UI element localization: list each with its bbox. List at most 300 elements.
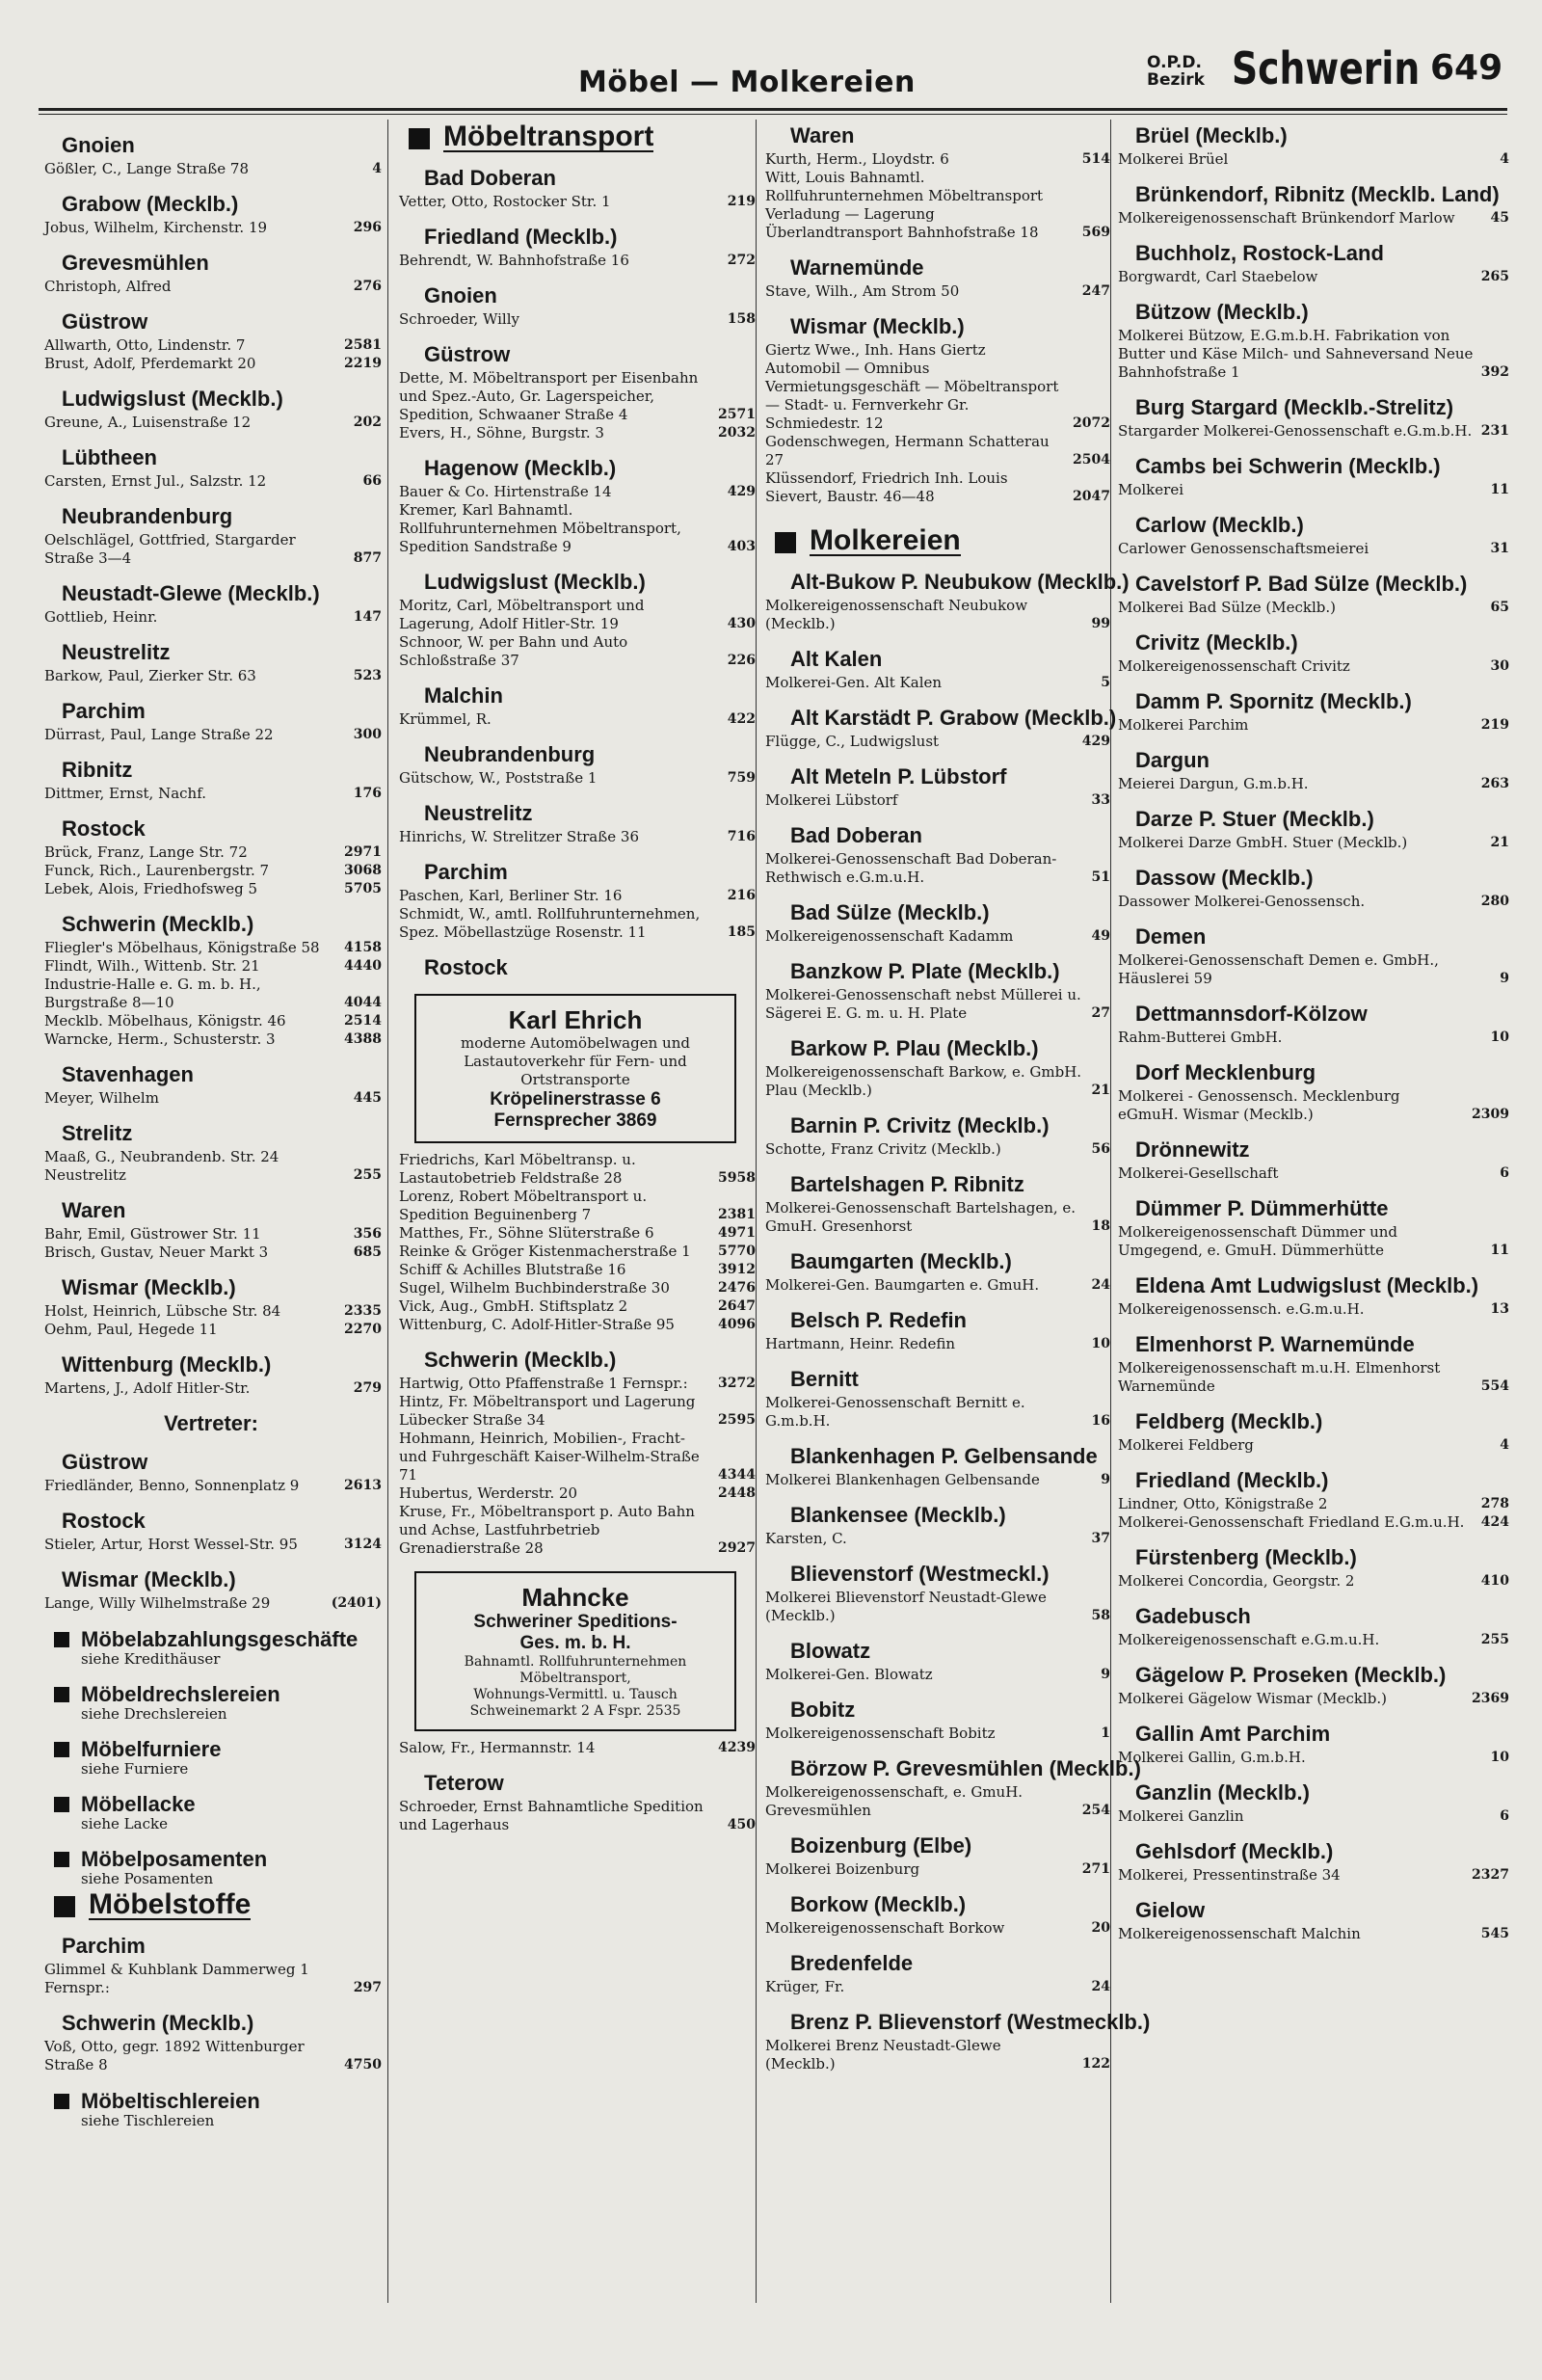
entry-text: Funck, Rich., Laurenbergstr. 7 <box>44 862 270 879</box>
place-heading: Cavelstorf P. Bad Sülze (Mecklb.) <box>1135 572 1468 596</box>
directory-entry <box>40 1243 382 1262</box>
entry-phone-number: 2072 <box>1073 415 1110 431</box>
directory-entry <box>1114 1029 1509 1047</box>
entry-text: Molkereigenossenschaft Kadamm <box>765 927 1014 945</box>
directory-entry <box>395 1503 756 1558</box>
entry-phone-number: 9 <box>1101 1472 1110 1487</box>
entry-text: Schiff & Achilles Blutstraße 16 <box>399 1261 626 1278</box>
place-heading: Blankensee (Mecklb.) <box>790 1503 1006 1527</box>
place-heading: Waren <box>62 1198 126 1222</box>
place-heading: Schwerin (Mecklb.) <box>424 1348 617 1372</box>
entry-phone-number: 265 <box>1480 269 1509 284</box>
entry-text: Molkerei Gägelow Wismar (Mecklb.) <box>1118 1690 1387 1707</box>
directory-entry <box>761 169 1110 242</box>
column-divider <box>756 120 757 2303</box>
place-heading: Gehlsdorf (Mecklb.) <box>1135 1839 1334 1863</box>
directory-entry <box>1114 1690 1509 1708</box>
entry-phone-number: 4750 <box>344 2057 382 2072</box>
entry-text: Molkerei-Gen. Alt Kalen <box>765 674 943 691</box>
entry-text: Molkerei, Pressentinstraße 34 <box>1118 1866 1341 1884</box>
entry-phone-number: 176 <box>353 786 382 801</box>
entry-text: Evers, H., Söhne, Burgstr. 3 <box>399 424 604 441</box>
entry-text: Molkerei-Genossenschaft Demen e. GmbH., Häuslerei 59 <box>1118 951 1439 987</box>
entry-text: Lebek, Alois, Friedhofsweg 5 <box>44 880 258 897</box>
entry-text: Oelschlägel, Gottfried, Stargarder Straße 3—4 <box>44 531 296 567</box>
place-heading: Ludwigslust (Mecklb.) <box>424 570 646 594</box>
directory-entry <box>761 433 1110 469</box>
entry-text: Rahm-Butterei GmbH. <box>1118 1029 1283 1046</box>
place-heading: Blievenstorf (Westmeckl.) <box>790 1562 1050 1586</box>
place-heading: Ribnitz <box>62 758 133 782</box>
entry-phone-number: 263 <box>1480 776 1509 791</box>
transport-continued-listing <box>761 123 1110 506</box>
entry-text: Molkerei-Gen. Baumgarten e. GmuH. <box>765 1276 1040 1294</box>
column-4 <box>1114 120 1509 2303</box>
place-heading: Blankenhagen P. Gelbensande <box>790 1444 1098 1468</box>
entry-phone-number: 3912 <box>718 1262 756 1277</box>
directory-entry <box>40 336 382 355</box>
entry-text: Vick, Aug., GmbH. Stiftsplatz 2 <box>399 1297 628 1315</box>
entry-phone-number: 216 <box>727 888 756 903</box>
directory-entry <box>761 1335 1110 1353</box>
directory-entry <box>40 1030 382 1049</box>
place-heading: Fürstenberg (Mecklb.) <box>1135 1545 1357 1569</box>
entry-text: Brust, Adolf, Pferdemarkt 20 <box>44 355 256 372</box>
directory-entry <box>395 1316 756 1334</box>
directory-entry <box>761 1276 1110 1295</box>
place-heading: Rostock <box>62 816 146 841</box>
entry-text: Molkereigenossenschaft Borkow <box>765 1919 1005 1937</box>
column-3 <box>761 120 1151 2303</box>
entry-text: Molkerei Lübstorf <box>765 791 898 809</box>
entry-text: Hartmann, Heinr. Redefin <box>765 1335 956 1352</box>
directory-entry <box>395 1151 756 1188</box>
directory-entry <box>40 667 382 685</box>
entry-text: Stave, Wilh., Am Strom 50 <box>765 282 960 300</box>
entry-text: Brück, Franz, Lange Str. 72 <box>44 843 248 861</box>
entry-text: Schmidt, W., amtl. Rollfuhrunternehmen, Spez. Möbellastzüge Rosenstr. 11 <box>399 905 701 941</box>
entry-text: Glimmel & Kuhblank Dammerweg 1 Fernspr.: <box>44 1961 309 1996</box>
entry-phone-number: 33 <box>1091 792 1110 808</box>
entry-text: Molkerei Gallin, G.m.b.H. <box>1118 1749 1306 1766</box>
entry-phone-number: 4239 <box>718 1740 756 1755</box>
entry-text: Molkerei-Genossenschaft Bad Doberan-Rethwisch e.G.m.u.H. <box>765 850 1057 886</box>
entry-text: Warncke, Herm., Schusterstr. 3 <box>44 1030 276 1048</box>
place-heading: Blowatz <box>790 1639 871 1663</box>
place-heading: Grevesmühlen <box>62 251 209 275</box>
directory-entry <box>761 341 1110 433</box>
opd-line1: O.P.D. <box>1147 53 1202 72</box>
entry-phone-number: 122 <box>1081 2056 1110 2072</box>
section-bullet-icon <box>54 1687 69 1702</box>
entry-text: Molkerei Darze GmbH. Stuer (Mecklb.) <box>1118 834 1408 851</box>
entry-phone-number: 5770 <box>718 1243 756 1259</box>
entry-text: Molkerei Brenz Neustadt-Glewe (Mecklb.) <box>765 2037 1001 2072</box>
entry-text: Molkerei Ganzlin <box>1118 1807 1244 1825</box>
section-bullet-icon <box>775 532 796 553</box>
directory-entry <box>1114 1925 1509 1943</box>
entry-text: Krüger, Fr. <box>765 1978 845 1995</box>
entry-phone-number: 6 <box>1500 1165 1509 1181</box>
entry-phone-number: 20 <box>1091 1920 1110 1936</box>
place-heading: Gnoien <box>62 133 135 157</box>
entry-text: Giertz Wwe., Inh. Hans Giertz Automobil — Omnibus Vermietungsgeschäft — Möbeltransport — Stadt- u. Fernverkehr Gr. Schmiedestr. 12 <box>765 341 1059 432</box>
entry-phone-number: 2581 <box>344 337 382 353</box>
entry-text: Hinrichs, W. Strelitzer Straße 36 <box>399 828 639 845</box>
section-title: Möbelposamenten <box>81 1847 268 1871</box>
ad-company: Ges. m. b. H. <box>519 1633 631 1653</box>
entry-phone-number: 685 <box>353 1244 382 1260</box>
entry-text: Jobus, Wilhelm, Kirchenstr. 19 <box>44 219 268 236</box>
advertisement-mahncke <box>414 1571 736 1731</box>
ad-phone: Fernsprecher 3869 <box>493 1110 657 1131</box>
place-heading: Neubrandenburg <box>424 742 596 766</box>
directory-entry <box>40 1321 382 1339</box>
header-rule-thin <box>39 114 1507 115</box>
section-see-reference: siehe Kredithäuser <box>81 1650 221 1668</box>
directory-entry <box>40 414 382 432</box>
entry-text: Molkerei-Gesellschaft <box>1118 1164 1279 1182</box>
place-heading: Alt-Bukow P. Neubukow (Mecklb.) <box>790 570 1130 594</box>
entry-phone-number: 30 <box>1490 658 1509 674</box>
column-2 <box>395 120 756 2303</box>
directory-entry <box>1114 481 1509 499</box>
directory-entry <box>761 1394 1110 1431</box>
place-heading: Parchim <box>62 699 146 723</box>
section-title: Molkereien <box>810 524 961 556</box>
place-heading: Teterow <box>424 1771 504 1795</box>
section-see-reference: siehe Drechslereien <box>81 1705 227 1723</box>
entry-phone-number: 523 <box>353 668 382 683</box>
directory-entry <box>761 2037 1110 2073</box>
entry-phone-number: 2335 <box>344 1303 382 1319</box>
place-heading: Waren <box>790 123 855 147</box>
entry-text: Barkow, Paul, Zierker Str. 63 <box>44 667 256 684</box>
entry-text: Hintz, Fr. Möbeltransport und Lagerung Lübecker Straße 34 <box>399 1393 696 1429</box>
teterow-listing <box>395 1739 756 1834</box>
entry-text: Molkerei-Genossenschaft Bernitt e. G.m.b.H. <box>765 1394 1025 1430</box>
place-heading: Bredenfelde <box>790 1951 914 1975</box>
directory-entry <box>1114 1223 1509 1260</box>
directory-entry <box>395 193 756 211</box>
entry-phone-number: 424 <box>1480 1514 1509 1530</box>
entry-text: Kurth, Herm., Lloydstr. 6 <box>765 150 949 168</box>
entry-phone-number: 226 <box>727 653 756 668</box>
directory-entry <box>761 1140 1110 1159</box>
place-heading: Brenz P. Blievenstorf (Westmecklb.) <box>790 2010 1151 2034</box>
section-title: Möbelabzahlungsgeschäfte <box>81 1627 359 1651</box>
directory-entry <box>40 939 382 957</box>
entry-phone-number: 716 <box>727 829 756 844</box>
entry-phone-number: 514 <box>1081 151 1110 167</box>
directory-entry <box>761 1666 1110 1684</box>
entry-text: Bahr, Emil, Güstrower Str. 11 <box>44 1225 261 1243</box>
entry-phone-number: 3124 <box>344 1537 382 1552</box>
entry-text: Lindner, Otto, Königstraße 2 <box>1118 1495 1328 1512</box>
opd-label <box>1147 54 1205 89</box>
place-heading: Baumgarten (Mecklb.) <box>790 1249 1012 1273</box>
directory-entry <box>761 150 1110 169</box>
directory-entry <box>395 1261 756 1279</box>
directory-entry <box>395 424 756 442</box>
place-heading: Schwerin (Mecklb.) <box>62 912 254 936</box>
place-heading: Carlow (Mecklb.) <box>1135 513 1304 537</box>
place-heading: Lübtheen <box>62 445 157 469</box>
place-heading: Gielow <box>1135 1898 1206 1922</box>
directory-entry <box>395 501 756 556</box>
place-heading: Güstrow <box>424 342 511 366</box>
entry-phone-number: 445 <box>353 1090 382 1106</box>
entry-phone-number: 3272 <box>718 1376 756 1391</box>
section-moebeltransport <box>409 120 756 152</box>
entry-text: Moritz, Carl, Möbeltransport und Lagerung, Adolf Hitler-Str. 19 <box>399 597 645 632</box>
directory-entry <box>40 1148 382 1185</box>
entry-text: Lange, Willy Wilhelmstraße 29 <box>44 1594 271 1612</box>
entry-text: Vetter, Otto, Rostocker Str. 1 <box>399 193 611 210</box>
directory-entry <box>761 469 1110 506</box>
place-heading: Damm P. Spornitz (Mecklb.) <box>1135 689 1412 713</box>
place-heading: Alt Karstädt P. Grabow (Mecklb.) <box>790 706 1117 730</box>
directory-entry <box>40 1012 382 1030</box>
directory-entry <box>761 1860 1110 1879</box>
section-bullet-icon <box>54 1852 69 1867</box>
directory-entry <box>1114 775 1509 793</box>
directory-entry <box>40 1089 382 1108</box>
place-heading: Borkow (Mecklb.) <box>790 1892 967 1916</box>
place-heading: Güstrow <box>62 1450 148 1474</box>
entry-phone-number: 430 <box>727 616 756 631</box>
place-heading: Parchim <box>424 860 508 884</box>
entry-text: Molkerei Bad Sülze (Mecklb.) <box>1118 599 1336 616</box>
entry-phone-number: 450 <box>727 1817 756 1832</box>
entry-text: Fliegler's Möbelhaus, Königstraße 58 <box>44 939 320 956</box>
entry-phone-number: 4388 <box>344 1031 382 1047</box>
entry-text: Gottlieb, Heinr. <box>44 608 158 626</box>
entry-phone-number: 2309 <box>1472 1107 1509 1122</box>
directory-entry <box>395 769 756 788</box>
entry-phone-number: 403 <box>727 539 756 554</box>
entry-phone-number: 2571 <box>718 407 756 422</box>
directory-entry <box>761 282 1110 301</box>
opd-line2: Bezirk <box>1147 70 1205 90</box>
directory-entry <box>395 1739 756 1757</box>
entry-phone-number: 545 <box>1480 1926 1509 1941</box>
place-heading: Barkow P. Plau (Mecklb.) <box>790 1036 1039 1060</box>
place-heading: Barnin P. Crivitz (Mecklb.) <box>790 1113 1050 1137</box>
directory-entry <box>761 1589 1110 1625</box>
entry-text: Molkereigenossenschaft Bobitz <box>765 1725 996 1742</box>
section-title: Möbeldrechslereien <box>81 1682 280 1706</box>
directory-entry <box>761 1199 1110 1236</box>
directory-entry <box>395 905 756 942</box>
entry-text: Karsten, C. <box>765 1530 847 1547</box>
entry-text: Meierei Dargun, G.m.b.H. <box>1118 775 1309 792</box>
entry-phone-number: 11 <box>1490 1243 1509 1258</box>
section-bullet-icon <box>54 1896 75 1917</box>
directory-entry <box>1114 1087 1509 1124</box>
entry-phone-number: 300 <box>353 727 382 742</box>
directory-entry <box>395 1279 756 1297</box>
place-heading: Alt Kalen <box>790 647 883 671</box>
entry-text: Hubertus, Werderstr. 20 <box>399 1484 578 1502</box>
entry-phone-number: 2595 <box>718 1412 756 1428</box>
entry-phone-number: 569 <box>1081 225 1110 240</box>
directory-entry <box>40 785 382 803</box>
entry-text: Brisch, Gustav, Neuer Markt 3 <box>44 1243 269 1261</box>
entry-phone-number: 24 <box>1091 1979 1110 1994</box>
section-see-reference: siehe Lacke <box>81 1815 168 1832</box>
entry-text: Dette, M. Möbeltransport per Eisenbahn und Spez.-Auto, Gr. Lagerspeicher, Spedition, Schwaaner Straße 4 <box>399 369 699 423</box>
entry-text: Molkereigenossenschaft Crivitz <box>1118 657 1350 675</box>
entry-phone-number: 147 <box>353 609 382 625</box>
directory-entry <box>40 472 382 491</box>
place-heading: Vertreter: <box>164 1411 258 1435</box>
entry-text: Klüssendorf, Friedrich Inh. Louis Sievert, Baustr. 46—48 <box>765 469 1008 505</box>
ad-line: Lastautoverkehr für Fern- und <box>464 1053 687 1070</box>
entry-phone-number: 31 <box>1490 541 1509 556</box>
entry-phone-number: 56 <box>1091 1141 1110 1157</box>
directory-entry <box>395 887 756 905</box>
place-heading: Bad Doberan <box>790 823 922 847</box>
directory-entry <box>1114 327 1509 382</box>
entry-phone-number: 271 <box>1081 1861 1110 1877</box>
entry-phone-number: 4344 <box>718 1467 756 1483</box>
entry-phone-number: 279 <box>353 1380 382 1396</box>
ad-line: Wohnungs-Vermittl. u. Tausch <box>473 1687 678 1702</box>
directory-entry <box>761 850 1110 887</box>
entry-text: Witt, Louis Bahnamtl. Rollfuhrunternehmen Möbeltransport Verladung — Lagerung Überlandtransport Bahnhofstraße 18 <box>765 169 1044 241</box>
entry-text: Molkereigenossenschaft Brünkendorf Marlow <box>1118 209 1455 227</box>
entry-text: Friedländer, Benno, Sonnenplatz 9 <box>44 1477 300 1494</box>
entry-text: Molkerei-Genossenschaft Bartelshagen, e. GmuH. Gresenhorst <box>765 1199 1077 1235</box>
entry-text: Molkerei-Gen. Blowatz <box>765 1666 933 1683</box>
entry-phone-number: 255 <box>1480 1632 1509 1647</box>
entry-phone-number: 58 <box>1091 1608 1110 1623</box>
moebeltransport-listing <box>395 166 756 980</box>
advertisement-karl-ehrich <box>414 994 736 1143</box>
entry-text: Krümmel, R. <box>399 710 492 728</box>
entry-phone-number: 4044 <box>344 995 382 1010</box>
entry-text: Stargarder Molkerei-Genossenschaft e.G.m.b.H. <box>1118 422 1473 440</box>
place-heading: Elmenhorst P. Warnemünde <box>1135 1332 1415 1356</box>
entry-text: Dürrast, Paul, Lange Straße 22 <box>44 726 274 743</box>
entry-phone-number: 429 <box>727 484 756 499</box>
entry-phone-number: 27 <box>1091 1005 1110 1021</box>
directory-entry <box>40 1225 382 1243</box>
directory-entry <box>761 1063 1110 1100</box>
entry-text: Molkerei Parchim <box>1118 716 1249 734</box>
place-heading: Strelitz <box>62 1121 133 1145</box>
entry-phone-number: 2971 <box>344 844 382 860</box>
directory-entry <box>40 219 382 237</box>
directory-entry <box>395 310 756 329</box>
entry-phone-number: 2381 <box>718 1207 756 1222</box>
place-heading: Bützow (Mecklb.) <box>1135 300 1309 324</box>
place-heading: Börzow P. Grevesmühlen (Mecklb.) <box>790 1756 1141 1780</box>
entry-text: Salow, Fr., Hermannstr. 14 <box>399 1739 596 1756</box>
entry-phone-number: 4 <box>1500 151 1509 167</box>
entry-phone-number: 10 <box>1490 1750 1509 1765</box>
place-heading: Hagenow (Mecklb.) <box>424 456 617 480</box>
rostock-listing <box>395 1151 756 1334</box>
directory-entry <box>40 2038 382 2074</box>
entry-phone-number: 356 <box>353 1226 382 1242</box>
place-heading: Boizenburg (Elbe) <box>790 1833 972 1858</box>
entry-text: Molkereigenossenschaft, e. GmuH. Grevesmühlen <box>765 1783 1024 1819</box>
place-heading: Friedland (Mecklb.) <box>1135 1468 1329 1492</box>
entry-phone-number: 2047 <box>1073 489 1110 504</box>
place-heading: Bartelshagen P. Ribnitz <box>790 1172 1024 1196</box>
section-heading <box>54 1738 382 1761</box>
place-heading: Neustadt-Glewe (Mecklb.) <box>62 581 320 605</box>
entry-text: Stieler, Artur, Horst Wessel-Str. 95 <box>44 1536 298 1553</box>
directory-entry <box>40 1379 382 1398</box>
section-title: Möbellacke <box>81 1792 196 1816</box>
place-heading: Bernitt <box>790 1367 859 1391</box>
directory-entry <box>761 927 1110 946</box>
section-heading <box>54 1628 382 1651</box>
entry-phone-number: 276 <box>353 279 382 294</box>
entry-phone-number: 255 <box>353 1167 382 1183</box>
entry-phone-number: 296 <box>353 220 382 235</box>
place-heading: Stavenhagen <box>62 1062 194 1086</box>
entry-text: Maaß, G., Neubrandenb. Str. 24 Neustrelitz <box>44 1148 279 1184</box>
directory-entry <box>1114 716 1509 735</box>
directory-entry <box>761 986 1110 1023</box>
entry-phone-number: 2270 <box>344 1322 382 1337</box>
entry-text: Allwarth, Otto, Lindenstr. 7 <box>44 336 246 354</box>
entry-phone-number: 219 <box>727 194 756 209</box>
place-heading: Eldena Amt Ludwigslust (Mecklb.) <box>1135 1273 1479 1297</box>
entry-text: Schnoor, W. per Bahn und Auto Schloßstraße 37 <box>399 633 628 669</box>
directory-entry <box>395 483 756 501</box>
entry-text: Sugel, Wilhelm Buchbinderstraße 30 <box>399 1279 670 1297</box>
entry-phone-number: 9 <box>1101 1667 1110 1682</box>
place-heading: Cambs bei Schwerin (Mecklb.) <box>1135 454 1441 478</box>
entry-text: Molkereigenossenschaft e.G.m.u.H. <box>1118 1631 1380 1648</box>
entry-phone-number: 2476 <box>718 1280 756 1296</box>
entry-text: Molkereigenossenschaft Malchin <box>1118 1925 1361 1942</box>
entry-text: Friedrichs, Karl Möbeltransp. u. Lastautobetrieb Feldstraße 28 <box>399 1151 636 1187</box>
entry-phone-number: 5705 <box>344 881 382 896</box>
place-heading: Neustrelitz <box>62 640 171 664</box>
place-heading: Burg Stargard (Mecklb.-Strelitz) <box>1135 395 1454 419</box>
molkereien-listing <box>761 570 1151 2073</box>
ad-name: Karl Ehrich <box>508 1005 643 1034</box>
directory-entry <box>40 1536 382 1554</box>
directory-entry <box>395 1297 756 1316</box>
entry-text: Behrendt, W. Bahnhofstraße 16 <box>399 252 629 269</box>
section-moebeltischlereien <box>54 2090 382 2113</box>
entry-text: Molkerei Bützow, E.G.m.b.H. Fabrikation von Butter und Käse Milch- und Sahneversand Neue Bahnhofstraße 1 <box>1118 327 1474 381</box>
section-moebelstoffe <box>54 1888 382 1920</box>
entry-text: Voß, Otto, gegr. 1892 Wittenburger Straße 8 <box>44 2038 305 2073</box>
ad-address: Kröpelinerstrasse 6 <box>490 1089 661 1110</box>
entry-text: Hohmann, Heinrich, Mobilien-, Fracht- und Fuhrgeschäft Kaiser-Wilhelm-Straße 71 <box>399 1430 700 1484</box>
entry-text: Molkereigenossensch. e.G.m.u.H. <box>1118 1300 1365 1318</box>
directory-entry <box>1114 150 1509 169</box>
entry-phone-number: 254 <box>1081 1803 1110 1818</box>
ad-line: Möbeltransport, <box>519 1671 631 1686</box>
moebelstoffe-listing <box>40 1934 382 2074</box>
directory-entry <box>1114 1572 1509 1591</box>
entry-phone-number: 1 <box>1101 1725 1110 1741</box>
directory-entry <box>761 733 1110 751</box>
entry-phone-number: 410 <box>1480 1573 1509 1589</box>
entry-phone-number: 4 <box>372 161 382 176</box>
directory-entry <box>761 1471 1110 1489</box>
section-heading <box>54 1848 382 1871</box>
